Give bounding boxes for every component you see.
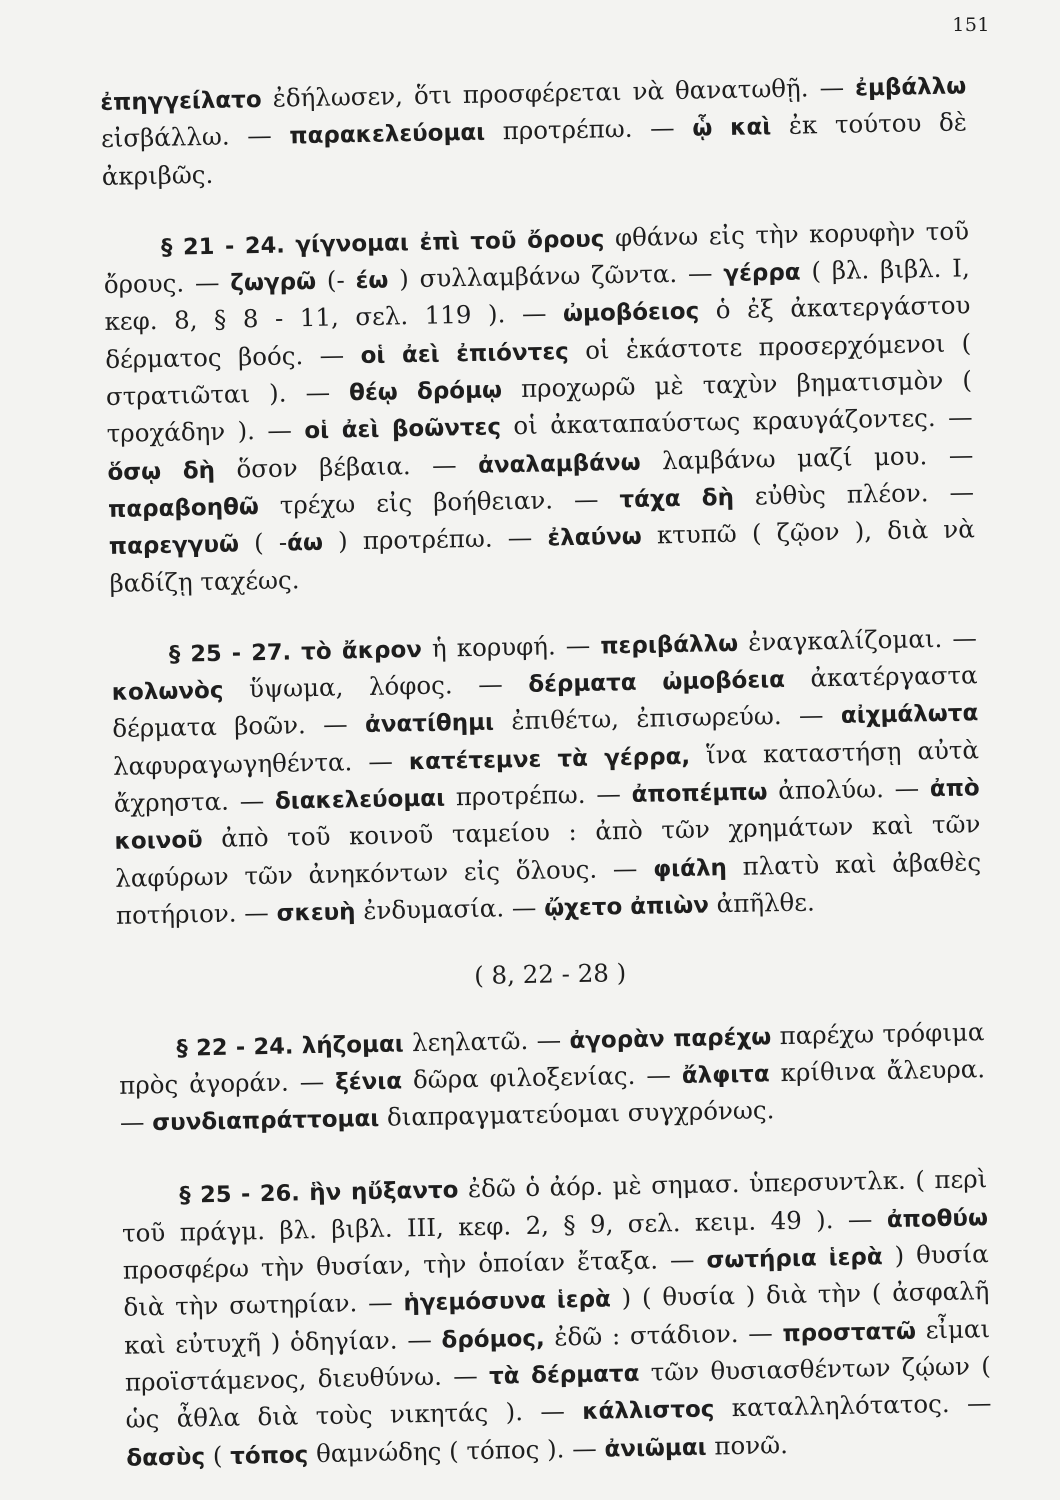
gloss: προχωρῶ μὲ ταχὺν βηματισμὸν ( τροχάδην ). — (106, 365, 973, 449)
paragraph-section-22-24 (118, 1014, 986, 1142)
lemma: ἀναλαμβάνω (477, 449, 641, 479)
paragraph-section-21-24 (103, 213, 976, 601)
gloss: ( - (238, 527, 288, 558)
lemma: κάλλιστος (581, 1396, 715, 1426)
lemma: συνδιαπράττομαι (152, 1105, 380, 1137)
lemma: αἰχμάλωτα (840, 700, 979, 730)
paragraph-continuation (100, 67, 968, 193)
gloss: ἐναγκαλίζομαι. — (737, 623, 978, 657)
lemma: κατέτεμνε τὰ γέρρα, (408, 743, 691, 775)
lemma: θέῳ δρόμῳ (348, 377, 503, 407)
gloss: τῶν θυσιασθέντων ζῴων ( ὡς ἆθλα διὰ τοὺς νικητάς ). — (125, 1351, 992, 1434)
section-number: § 21 - 24. (160, 232, 286, 261)
lemma: έω (355, 267, 389, 295)
lemma: άω (286, 530, 324, 557)
section-number: § 25 - 27. (168, 639, 292, 668)
gloss: τρέχω εἰς βοήθειαν. — (258, 484, 620, 520)
lemma: ὅσῳ δὴ (107, 457, 216, 486)
lemma: δασὺς (126, 1443, 206, 1472)
gloss: (- (315, 265, 356, 296)
gloss: διαπραγματεύομαι συγχρόνως. (378, 1095, 775, 1132)
lemma: ξένια (334, 1068, 403, 1096)
section-number: § 25 - 26. (179, 1180, 301, 1210)
lemma: ἡγεμόσυνα (403, 1287, 547, 1317)
lemma: οἱ ἀεὶ βοῶντες (304, 414, 502, 445)
gloss: ( (204, 1440, 231, 1470)
gloss: ἵνα καταστήσῃ αὐτὰ ἄχρηστα. — (113, 735, 980, 818)
lemma: ἐπηγγείλατο (100, 86, 262, 116)
gloss: ὕψωμα, λόφος. — (223, 669, 529, 704)
lemma: παραβοηθῶ (107, 493, 260, 523)
gloss: ἐπιθέτω, ἐπισωρεύω. — (493, 700, 842, 737)
gloss: πονῶ. (706, 1429, 789, 1461)
lemma: ἱερὰ (828, 1244, 883, 1272)
gloss: εὐθὺς πλέον. — (733, 477, 975, 511)
gloss: παρέχω τρόφιμα πρὸς ἀγοράν. — (118, 1016, 985, 1100)
lemma: οἱ ἀεὶ ἐπιόντες (360, 338, 569, 369)
gloss: κτυπῶ ( ζῷον ), διὰ νὰ βαδίζῃ ταχέως. (109, 514, 975, 598)
gloss: λαμβάνω μαζί μου. — (640, 439, 974, 476)
lemma: λήζομαι (301, 1030, 404, 1059)
gloss: προτρέπω. — (444, 778, 632, 812)
gloss: ) θυσία διὰ τὴν σωτηρίαν. — (123, 1239, 989, 1323)
lemma: προστατῶ (782, 1318, 917, 1347)
lemma: ἱερὰ (556, 1286, 612, 1314)
lemma: ἐλαύνω (547, 523, 643, 552)
gloss: ) συλλαμβάνω ζῶντα. — (388, 258, 724, 294)
lemma: ἀνατίθημι (364, 710, 495, 739)
gloss: καταλληλότατος. — (714, 1388, 992, 1423)
lemma: ᾤχετο ἀπιὼν (543, 892, 710, 922)
page-number: 151 (952, 14, 990, 36)
gloss: κρίθινα ἄλευρα. — (119, 1054, 986, 1137)
gloss: ἐδήλωσεν, ὅτι προσφέρεται νὰ θανατωθῇ. — (261, 72, 856, 113)
gloss: πλατὺ καὶ ἀβαθὲς ποτήριον. — (115, 846, 982, 930)
lemma: ἣν ηὔξαντο (309, 1177, 459, 1207)
gloss: δῶρα φιλοξενίας. — (401, 1059, 683, 1095)
gloss: οἱ ἀκαταπαύστως κραυγάζοντες. — (500, 402, 973, 441)
lemma: ἀποπέμπω (631, 779, 768, 808)
gloss: θαμνώδης ( τόπος ). — (307, 1433, 605, 1468)
lemma: ζωγρῶ (230, 269, 317, 297)
gloss: ) προτρέπω. — (322, 522, 548, 557)
lemma: σωτήρια (706, 1245, 817, 1274)
lemma: παρακελεύομαι (289, 119, 486, 150)
lemma: δρόμος, (441, 1325, 545, 1354)
gloss: οἱ ἑκάστοτε προσερχόμενοι ( στρατιῶται ). — (105, 328, 972, 412)
lemma: ἀνιῶμαι (604, 1434, 707, 1463)
lemma: παρεγγυῶ (108, 531, 240, 561)
lemma: ὠμοβόειος (562, 299, 700, 328)
gloss: ( βλ. βιβλ. I, κεφ. 8, § 8 - 11, σελ. 119 ). — (104, 253, 970, 337)
lemma: διακελεύομαι (274, 785, 446, 815)
gloss: προσφέρω τὴν θυσίαν, τὴν ὁποίαν ἔταξα. — (122, 1244, 707, 1285)
lemma: ἄλφιτα (681, 1061, 770, 1089)
gloss: ἀπολύω. — (767, 773, 931, 806)
gloss: ἀπῆλθε. (708, 887, 815, 919)
lemma: περιβάλλω (600, 630, 739, 660)
lemma: ἐμβάλλω (854, 73, 967, 102)
lemma: τὸ ἄκρον (300, 636, 423, 666)
gloss: λεηλατῶ. — (403, 1024, 570, 1057)
section-number: § 22 - 24. (176, 1032, 294, 1062)
gloss: ὁ ἐξ ἀκατεργάστου δέρματος βοός. — (105, 290, 971, 374)
lemma: κολωνὸς (111, 677, 224, 707)
lemma: ἀποθύω (886, 1204, 989, 1233)
gloss: εἰσβάλλω. — (100, 120, 290, 154)
commentary-text (100, 67, 993, 1476)
gloss: ἀπὸ τοῦ κοινοῦ ταμείου : ἀπὸ τῶν χρημάτων καὶ τῶν λαφύρων τῶν ἀνηκόντων εἰς ὅλους. — (114, 809, 981, 893)
gloss: φθάνω εἰς τὴν κορυφὴν τοῦ ὄρους. — (103, 216, 970, 300)
lemma: τόπος (229, 1441, 309, 1470)
lemma: σκευὴ (276, 899, 356, 927)
lemma: δέρματα ὠμοβόεια (528, 667, 786, 699)
paragraph-section-25-26 (121, 1162, 993, 1477)
gloss: προτρέπω. — (484, 112, 693, 146)
gloss: ἐκ τούτου δὲ ἀκριβῶς. (101, 107, 968, 191)
gloss: ἐδῶ ὁ ἀόρ. μὲ σημασ. ὑπερσυντλκ. ( περὶ τοῦ πράγμ. βλ. βιβλ. III, κεφ. 2, § 9, σελ. κειμ. 49 ). — (121, 1164, 988, 1248)
chapter-heading: ( 8, 22 - 28 ) (473, 958, 627, 991)
gloss: ὅσον βέβαια. — (214, 449, 479, 484)
lemma: τάχα δὴ (619, 484, 735, 514)
gloss: λαφυραγωγηθέντα. — (112, 745, 410, 781)
lemma: ἀγορὰν παρέχω (569, 1023, 772, 1054)
gloss: ἡ κορυφή. — (421, 630, 601, 663)
lemma: ᾧ καὶ (692, 114, 772, 142)
lemma: ἀπὸ κοινοῦ (114, 775, 980, 856)
gloss (816, 1242, 829, 1271)
lemma: γίγνομαι ἐπὶ τοῦ ὄρους (295, 226, 605, 259)
gloss: ἀκατέργαστα δέρματα βοῶν. — (112, 660, 978, 744)
lemma: φιάλη (652, 854, 728, 883)
gloss: ) ( θυσία ) διὰ τὴν ( ἀσφαλῆ καὶ εὐτυχῆ ) ὁδηγίαν. — (123, 1276, 990, 1360)
gloss: ἐδῶ : στάδιον. — (544, 1317, 783, 1352)
lemma: γέρρα (723, 259, 801, 288)
lemma: τὰ δέρματα (488, 1360, 640, 1390)
gloss: ἐνδυμασία. — (355, 892, 545, 926)
paragraph-section-25-27 (111, 620, 983, 935)
gloss: εἶμαι προϊστάμενος, διευθύνω. — (124, 1313, 991, 1397)
